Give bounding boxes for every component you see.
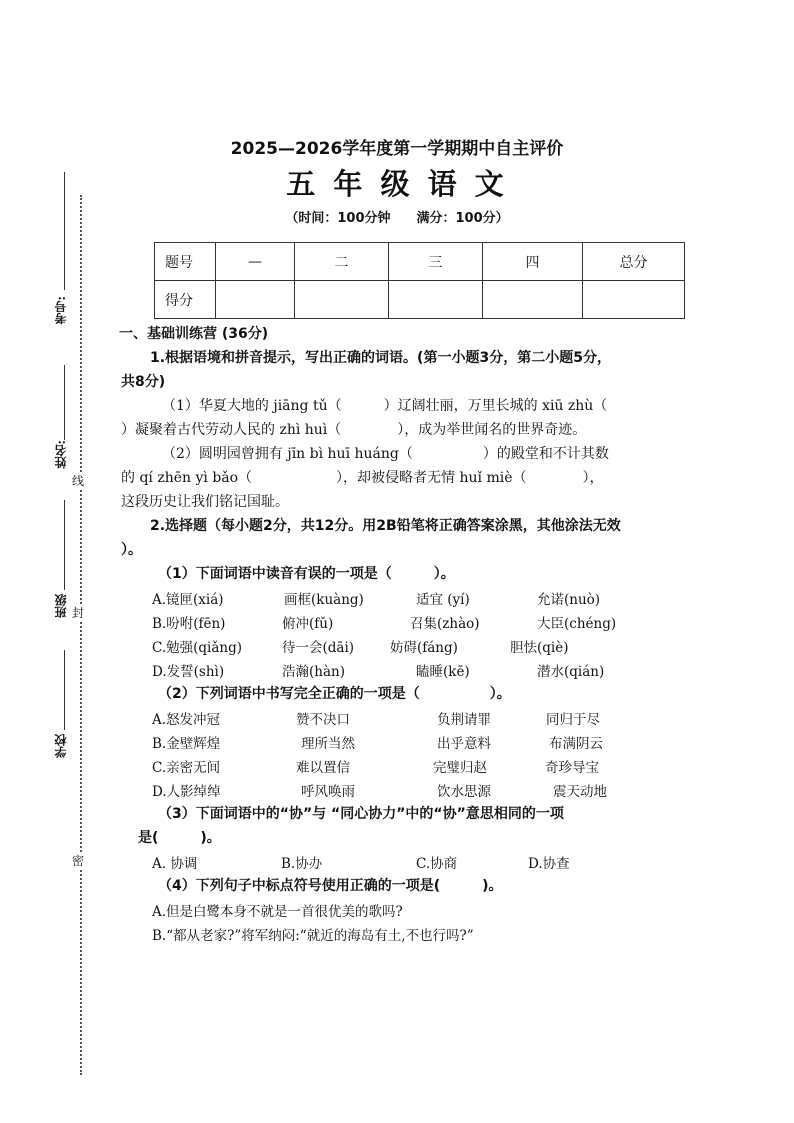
option-text: 理所当然: [301, 736, 355, 752]
option-text: 大臣(chéng): [537, 616, 617, 632]
q2-sub4-stem: （4）下列句子中标点符号使用正确的一项是( )。: [158, 878, 503, 894]
class-label: 班级: [54, 594, 68, 618]
table-cell: —: [216, 243, 295, 281]
exam-title: 2025—2026学年度第一学期期中自主评价: [230, 139, 564, 159]
q2-sub2-stem: （2）下列词语中书写完全正确的一项是（ ）。: [158, 686, 511, 702]
option-text: 同归于尽: [546, 712, 600, 728]
table-cell: 得分: [155, 281, 216, 319]
option-text: 饮水思源: [437, 784, 491, 800]
score-table-header-row: [155, 243, 685, 281]
option-text: 瞌睡(kē): [416, 664, 470, 680]
exam-no-label: 考号:: [54, 296, 68, 325]
option-text: 允诺(nuò): [537, 592, 601, 608]
option-text: C.勉强(qiǎng): [152, 640, 243, 656]
option-text: D.发誓(shì): [152, 664, 225, 680]
table-cell: 题号: [155, 243, 216, 281]
school-label: 学校: [54, 734, 68, 758]
question-1-stem: 1.根据语境和拼音提示，写出正确的词语。(第一小题3分，第二小题5分，: [150, 350, 611, 366]
option-text: 潜水(qián): [537, 664, 605, 680]
q1-part2-line1: （2）圆明园曾拥有 jīn bì huī huáng（ ）的殿堂和不计其数: [162, 446, 609, 462]
option-text: 负荆请罪: [437, 712, 491, 728]
q2-sub3-option-d[interactable]: D.协查: [528, 856, 570, 872]
option-text: 画框(kuàng): [284, 592, 364, 608]
table-cell: 总分: [583, 243, 685, 281]
option-text: 适宜 (yí): [416, 592, 470, 608]
option-text: 震天动地: [553, 784, 607, 800]
score-entry-cell[interactable]: [389, 281, 483, 319]
q1-part1-line2: ）凝聚着古代劳动人民的 zhì huì（ ），成为举世闻名的世界奇迹。: [121, 422, 587, 438]
seal-mark-seal: 封: [72, 606, 85, 620]
binding-dotted-line: [80, 195, 82, 1075]
q2-sub4-option-a[interactable]: A.但是白鹭本身不就是一首很优美的歌吗?: [152, 904, 403, 920]
table-cell: 四: [483, 243, 583, 281]
option-text: 待一会(dāi): [282, 640, 355, 656]
class-line: [64, 500, 65, 590]
option-text: 召集(zhào): [410, 616, 480, 632]
table-cell: 二: [295, 243, 389, 281]
subject-title: 五 年 级 语 文: [286, 167, 508, 201]
option-text: 奇珍导宝: [545, 760, 599, 776]
option-text: 完璧归赵: [433, 760, 487, 776]
name-label: 姓名:: [54, 440, 68, 469]
q2-sub4-option-b[interactable]: B.“都从老家?”将军纳闷:“就近的海岛有土,不也行吗?”: [152, 928, 474, 944]
question-2-stem: 2.选择题（每小题2分，共12分。用2B铅笔将正确答案涂黑，其他涂法无效: [150, 518, 621, 534]
q2-sub1-stem: （1）下面词语中读音有误的一项是（ ）。: [158, 566, 455, 582]
option-text: 浩瀚(hàn): [282, 664, 345, 680]
section-heading: 一、基础训练营 (36分): [119, 326, 269, 342]
name-line: [64, 365, 65, 440]
option-text: B.金壁辉煌: [152, 736, 221, 752]
seal-mark-line: 线: [72, 474, 85, 488]
school-line: [64, 650, 65, 730]
option-text: C.亲密无间: [152, 760, 221, 776]
q1-part2-line3: 这段历史让我们铭记国耻。: [121, 494, 289, 510]
table-cell: 三: [389, 243, 483, 281]
q1-part2-line2: 的 qí zhēn yì bǎo（ ），却被侵略者无情 huǐ miè（ ），: [121, 470, 604, 486]
score-table-score-row: [155, 281, 685, 319]
q2-sub3-option-c[interactable]: C.协商: [416, 856, 458, 872]
option-text: 布满阴云: [549, 736, 603, 752]
option-text: 俯冲(fǔ): [282, 616, 334, 632]
option-text: 呼风唤雨: [301, 784, 355, 800]
option-text: A.镜匣(xiá): [152, 592, 224, 608]
option-text: 胆怯(qiè): [510, 640, 569, 656]
time-score-info: （时间：100分钟 满分：100分）: [285, 211, 509, 226]
q2-sub3-stem-cont: 是( )。: [138, 830, 221, 846]
q1-part1-line1: （1）华夏大地的 jiāng tǔ（ ）辽阔壮丽，万里长城的 xiū zhù（: [162, 398, 608, 414]
option-text: 妨碍(fáng): [390, 640, 458, 656]
option-text: A.怒发冲冠: [152, 712, 221, 728]
score-entry-cell[interactable]: [483, 281, 583, 319]
q2-sub3-option-a[interactable]: A. 协调: [152, 856, 198, 872]
question-1-stem-cont: 共8分): [121, 374, 166, 390]
q2-sub3-stem: （3）下面词语中的“协”与 “同心协力”中的“协”意思相同的一项: [158, 806, 564, 822]
option-text: B.吩咐(fēn): [152, 616, 226, 632]
option-text: 出乎意料: [437, 736, 491, 752]
question-2-stem-cont: ）。: [121, 542, 142, 558]
option-text: D.人影绰绰: [152, 784, 221, 800]
score-table: [154, 242, 685, 319]
option-text: 赞不决口: [296, 712, 350, 728]
option-text: 难以置信: [296, 760, 350, 776]
seal-mark-secret: 密: [72, 854, 85, 868]
score-entry-cell[interactable]: [583, 281, 685, 319]
score-entry-cell[interactable]: [295, 281, 389, 319]
q2-sub3-option-b[interactable]: B.协办: [281, 856, 323, 872]
score-entry-cell[interactable]: [216, 281, 295, 319]
